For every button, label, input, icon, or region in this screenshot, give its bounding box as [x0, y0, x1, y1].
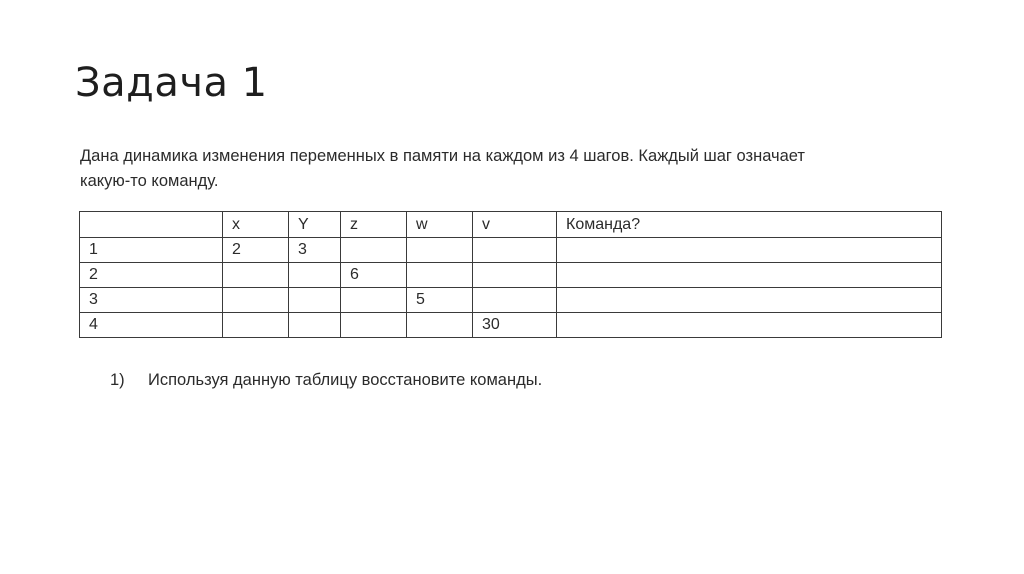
header-y: Y — [289, 212, 341, 238]
header-command: Команда? — [557, 212, 942, 238]
cell-x — [223, 288, 289, 313]
cell-y — [289, 263, 341, 288]
cell-x — [223, 313, 289, 338]
cell-step: 3 — [80, 288, 223, 313]
cell-z: 6 — [341, 263, 407, 288]
table-row — [80, 238, 942, 263]
question-item — [110, 371, 542, 390]
cell-w: 5 — [407, 288, 473, 313]
table-row — [80, 263, 942, 288]
cell-z — [341, 238, 407, 263]
cell-v: 30 — [473, 313, 557, 338]
header-x: x — [223, 212, 289, 238]
cell-step: 1 — [80, 238, 223, 263]
question-text: Используя данную таблицу восстановите команды. — [148, 371, 543, 389]
slide-title: Задача 1 — [75, 60, 268, 106]
task-description — [80, 144, 960, 194]
header-w: w — [407, 212, 473, 238]
cell-z — [341, 288, 407, 313]
cell-command — [557, 263, 942, 288]
cell-w — [407, 313, 473, 338]
cell-step: 2 — [80, 263, 223, 288]
table-row — [80, 288, 942, 313]
cell-x: 2 — [223, 238, 289, 263]
task-description-line-1: Дана динамика изменения переменных в памяти на каждом из 4 шагов. Каждый шаг означает — [80, 147, 805, 165]
question-number: 1) — [110, 371, 125, 389]
steps-table — [79, 211, 942, 338]
cell-z — [341, 313, 407, 338]
table-row — [80, 313, 942, 338]
table-header-row — [80, 212, 942, 238]
cell-y — [289, 288, 341, 313]
cell-command — [557, 238, 942, 263]
cell-y: 3 — [289, 238, 341, 263]
cell-v — [473, 263, 557, 288]
cell-v — [473, 288, 557, 313]
cell-command — [557, 288, 942, 313]
cell-w — [407, 263, 473, 288]
cell-x — [223, 263, 289, 288]
cell-command — [557, 313, 942, 338]
cell-w — [407, 238, 473, 263]
header-z: z — [341, 212, 407, 238]
cell-step: 4 — [80, 313, 223, 338]
cell-v — [473, 238, 557, 263]
header-v: v — [473, 212, 557, 238]
cell-y — [289, 313, 341, 338]
header-step — [80, 212, 223, 238]
task-description-line-2: какую-то команду. — [80, 172, 219, 190]
